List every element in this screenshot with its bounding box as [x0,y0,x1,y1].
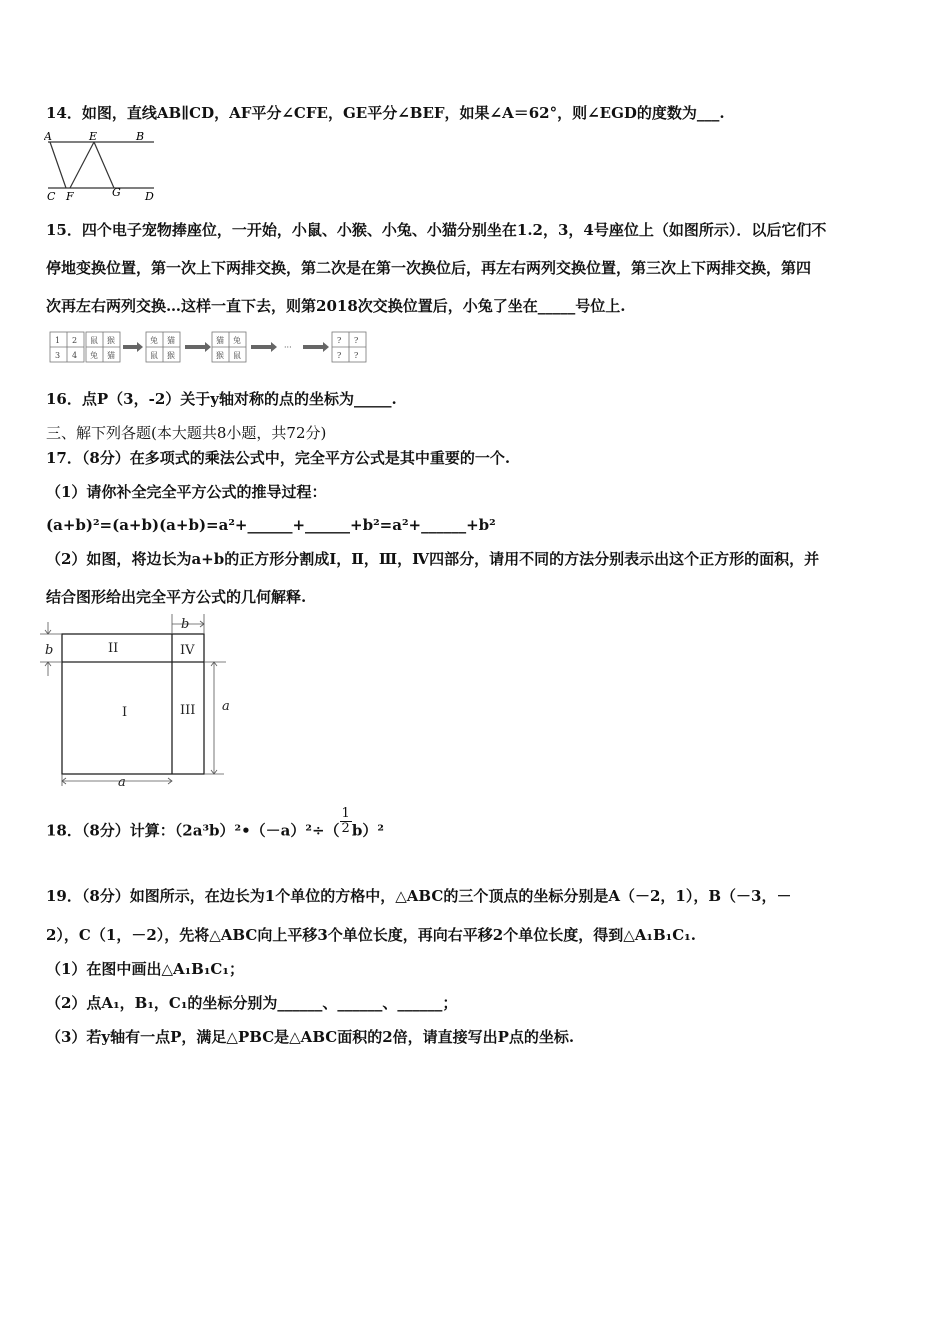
q14-label-c: C [47,190,56,202]
q18-fraction [340,807,352,836]
q14-label-g: G [112,186,121,199]
q15-line1: 15．四个电子宠物捧座位，一开始，小鼠、小猴、小兔、小猫分别坐在1.2，3，4号座位上（如图所示）．以后它们不 [46,221,827,239]
q17-label-b-left: b [45,643,54,658]
q15-g4-c4: 鼠 [233,351,241,360]
arrow-right-icon [185,342,211,352]
arrow-right-icon [123,342,143,352]
q17-line1: 17．（8分）在多项式的乘法公式中，完全平方公式是其中重要的一个. [46,449,511,467]
q14-label-f: F [66,190,74,202]
q15-figure [48,328,378,368]
q15-g3-c2: 猫 [167,336,175,345]
q17-label-IV: IV [180,643,195,658]
q17-label-I: I [122,705,128,720]
q14-figure [44,130,164,202]
q15-g5-c2: ? [354,336,359,345]
q15-g4-c3: 猴 [216,351,224,360]
q17-formula: (a+b)²=(a+b)(a+b)=a²+______+______+b²=a²+______+b² [46,516,496,534]
q15-line2: 停地变换位置，第一次上下两排交换，第二次是在第一次换位后，再左右两列交换位置，第三次上下两排交换，第四 [46,259,812,277]
q15-g1-c4: 4 [72,351,78,360]
q15-g5-c1: ? [337,336,342,345]
q14-label-a: A [44,130,52,143]
q14-text: 14．如图，直线AB∥CD，AF平分∠CFE，GE平分∠BEF，如果∠A＝62°，则∠EGD的度数为___. [46,104,725,122]
q18-frac-den: 2 [341,821,350,836]
q17-sub1: （1）请你补全完全平方公式的推导过程： [46,483,327,501]
q17-label-III: III [180,703,196,718]
q17-label-II: II [108,641,119,656]
q18-expression [46,806,384,846]
q17-sub2-line1: （2）如图，将边长为a+b的正方形分割成Ⅰ，Ⅱ，Ⅲ，Ⅳ四部分，请用不同的方法分别表示出这个正方形的面积，并 [46,550,820,568]
q17-label-a-right: a [222,699,230,714]
q15-g2-c3: 兔 [90,351,98,360]
q15-g1-c1: 1 [55,336,61,345]
q17-label-b-top: b [181,617,190,632]
q15-g1-c3: 3 [55,351,61,360]
q15-g4-c1: 猫 [216,336,224,345]
q15-g5-c4: ? [354,351,359,360]
q15-g2-c4: 猫 [107,351,115,360]
q16-text: 16．点P（3，-2）关于y轴对称的点的坐标为_____. [46,390,397,408]
q15-g2-c1: 鼠 [90,336,98,345]
q15-g5-c3: ? [337,351,342,360]
q14-label-d: D [145,190,154,202]
q19-line2: 2），C（1，－2），先将△ABC向上平移3个单位长度，再向右平移2个单位长度，得到△A₁B₁C₁. [46,926,696,944]
q17-label-a-bottom: a [118,775,126,790]
q14-label-e: E [89,130,98,143]
q19-sub2: （2）点A₁，B₁，C₁的坐标分别为______、______、______； [46,994,458,1012]
q18-prefix: 18．（8分）计算：（2a³b）²•（－a）²÷（ [46,821,340,840]
q17-figure [40,614,240,790]
q19-sub1: （1）在图中画出△A₁B₁C₁； [46,960,244,978]
q14-label-b: B [136,130,145,143]
q15-g2-c2: 猴 [107,336,115,345]
q18-frac-num: 1 [341,806,350,821]
section3-heading: 三、解下列各题(本大题共8小题，共72分) [46,424,327,442]
q15-g3-c1: 兔 [150,336,158,345]
q18-suffix: b）² [351,821,384,840]
q17-sub2-line2: 结合图形给出完全平方公式的几何解释. [46,588,307,606]
q15-dots: ··· [284,343,292,352]
q15-g3-c4: 猴 [167,351,175,360]
q15-g4-c2: 兔 [233,336,241,345]
q19-line1: 19．（8分）如图所示，在边长为1个单位的方格中，△ABC的三个顶点的坐标分别是A（－2，1），B（－3，－ [46,887,792,905]
arrow-right-icon [251,342,277,352]
q19-sub3: （3）若y轴有一点P，满足△PBC是△ABC面积的2倍，请直接写出P点的坐标. [46,1028,575,1046]
q15-g1-c2: 2 [72,336,78,345]
arrow-right-icon [303,342,329,352]
q15-line3: 次再左右两列交换…这样一直下去，则第2018次交换位置后，小兔了坐在_____号位上. [46,297,626,315]
q15-g3-c3: 鼠 [150,351,158,360]
